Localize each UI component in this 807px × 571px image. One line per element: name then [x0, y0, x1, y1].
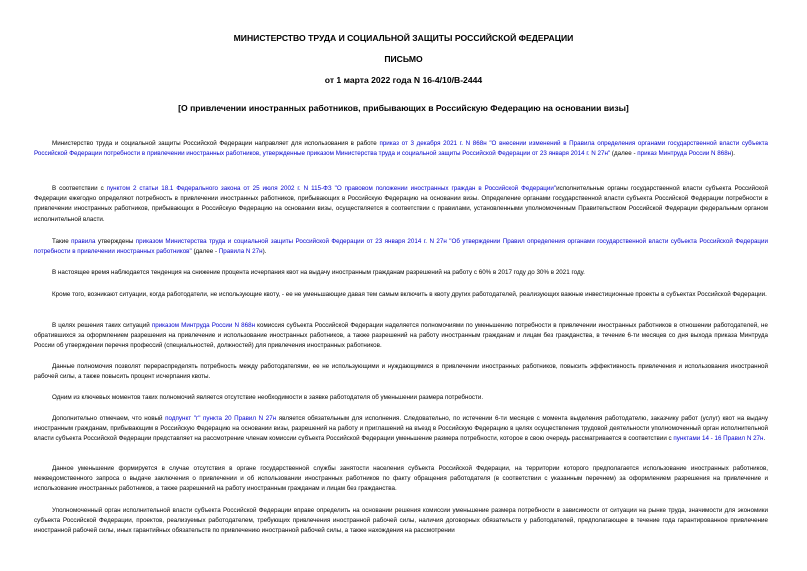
paragraph-8: Одним из ключевых моментов таких полномочий является отсутствие необходимости в заявке работодателя об уменьшении размера потребности. — [52, 394, 484, 401]
paragraph-2 — [34, 184, 768, 225]
paragraph-3-text-2: утверждены — [95, 238, 136, 245]
link-rules-27n[interactable]: Правила N 27н — [218, 248, 263, 256]
paragraph-4: В настоящее время наблюдается тенденция на снижение процента исчерпания квот на выдачу иностранным гражданам разрешений на работу с 60% в 2017 году до 30% в 2021 году. — [52, 269, 585, 276]
link-order-27n[interactable]: приказом Министерства труда и социальной защиты Российской Федерации от 23 января 2014 г. N 27н "Об утверждении Правил определения органами государственной власти субъекта Российской Федерации потребности в привлечении иностранных работников" — [34, 238, 768, 256]
paragraph-9-text: Дополнительно отмечаем, что новый — [52, 415, 166, 422]
paragraph-2-text-2: исполнительные органы государственной власти субъекта Российской Федерации ежегодно определяют потребность в привлечении иностранных работников, прибывающих в Российскую Федерацию на основании визы. Определение органами государственной власти субъекта Российской Федерации потребности в привлечении иностранных работников, прибывающих в Российскую Федерацию на основании визы, осуществляется в соответствии с правилами, установленными уполномоченным Правительством Российской Федерации федеральным органом исполнительной власти. — [34, 185, 768, 223]
link-order-868n-short[interactable]: приказ Минтруда России N 868н — [637, 150, 732, 158]
paragraph-6-text: В целях решения таких ситуаций — [52, 322, 152, 329]
paragraph-6 — [34, 321, 768, 352]
paragraph-1 — [34, 139, 768, 159]
link-points-14-16[interactable]: пунктами 14 - 16 Правил N 27н — [673, 435, 764, 443]
document-subject: [О привлечении иностранных работников, прибывающих в Российскую Федерацию на основании визы] — [178, 103, 629, 113]
paragraph-5: Кроме того, возникают ситуации, когда работодатели, не использующие квоту, - ее не уменьшающие давая тем самым включить в квоту других работодателей, реализующих важные инвестиционные проекты в субъектах Российской Федерации. — [52, 291, 767, 298]
paragraph-9 — [34, 414, 768, 445]
ministry-heading: МИНИСТЕРСТВО ТРУДА И СОЦИАЛЬНОЙ ЗАЩИТЫ РОССИЙСКОЙ ФЕДЕРАЦИИ — [233, 33, 574, 43]
link-federal-law-115fz[interactable]: пунктом 2 статьи 18.1 Федерального закона от 25 июля 2002 г. N 115-ФЗ "О правовом положении иностранных граждан в Российской Федерации" — [106, 185, 557, 192]
document-type: ПИСЬМО — [384, 54, 423, 64]
paragraph-1-text: Министерство труда и социальной защиты Российской Федерации направляет для использования в работе — [52, 140, 380, 147]
paragraph-9-text-3: . — [763, 435, 766, 443]
paragraph-10: Данное уменьшение формируется в случае отсутствия в органе государственной службы занятости населения субъекта Российской Федерации, на территории которого предполагается использование иностранных работников, межведомственного запроса о выдаче заключения о привлечении и об использовании иностранных работников по факту обращения работодателя (в соответствии с указанным перечнем) за оформлением разрешения на привлечение и использование иностранных работников, а также разрешений на работу иностранным гражданам и лицам без гражданства. — [34, 465, 768, 493]
paragraph-11: Уполномоченный орган исполнительной власти субъекта Российской Федерации вправе определить на основании решения комиссии уменьшение размера потребности в зависимости от ситуации на рынке труда, значимости для экономики субъекта Российской Федерации, проектов, реализуемых работодателем, требующих привлечения иностранной рабочей силы, наличия договорных обязательств у работодателей, предполагающее в течение года гарантированное привлечение иностранной рабочей силы, иных гарантийных обязательств по привлечению иностранной рабочей силы, а также нахождения на рассмотрении — [34, 507, 768, 535]
paragraph-1-text-3: ). — [731, 150, 736, 158]
document-date-number: от 1 марта 2022 года N 16-4/10/В-2444 — [324, 75, 483, 85]
paragraph-7: Данные полномочия позволят перераспределять потребность между работодателями, ее не использующими и нуждающимися в привлечении иностранных работников, повысить эффективность привлечения и использования иностранной рабочей силы, а также повысить процент исчерпания квоты. — [34, 363, 768, 381]
link-order-868n-ref[interactable]: приказом Минтруда России N 868н — [151, 322, 256, 329]
paragraph-3 — [34, 237, 768, 257]
paragraph-6-text-2: комиссия субъекта Российской Федерации наделяется полномочиями по уменьшению потребности в привлечении иностранных работников в отношении работодателей, не обратившихся за оформлением разрешения на привлечение и использование иностранных работников, а также разрешений на работу иностранным гражданам и лицам без гражданства, в течение 6-ти месяцев со дня выхода приказа Минтруда России об утверждении перечня профессий (специальностей, должностей) для привлечения иностранных работников. — [34, 322, 768, 350]
link-subparagraph-g[interactable]: подпункт "г" пункта 20 Правил N 27н — [165, 415, 277, 422]
link-order-868n[interactable]: приказ от 3 декабря 2021 г. N 868н "О внесении изменений в Правила определения органами государственной власти субъекта Российской Федерации потребности в привлечении иностранных работников, утвержденные приказом Министерства труда и социальной защиты Российской Федерации от 23 января 2014 г. N 27н" — [34, 140, 768, 158]
paragraph-3-text: Такие — [52, 238, 72, 245]
paragraph-9-text-2: является обязательным для исполнения. Следовательно, по истечении 6-ти месяцев с момента выделения работодателю, заказчику работ (услуг) квот на выдачу иностранным гражданам, прибывающим в Российскую Федерацию на основании визы, разрешений на работу и приглашений на въезд в Российскую Федерацию в целях осуществления трудовой деятельности уполномоченный орган исполнительной власти субъекта Российской Федерации представляет на рассмотрение членам комиссии субъекта Российской Федерации уменьшение размера потребности, которое в свою очередь рассматривается в соответствии с — [34, 415, 768, 443]
paragraph-1-text-2: (далее - — [610, 150, 638, 158]
paragraph-3-text-4: ). — [262, 248, 267, 256]
link-rules[interactable]: правила — [71, 238, 96, 245]
paragraph-3-text-3: (далее - — [191, 248, 219, 256]
paragraph-2-text: В соответствии с — [52, 185, 107, 192]
